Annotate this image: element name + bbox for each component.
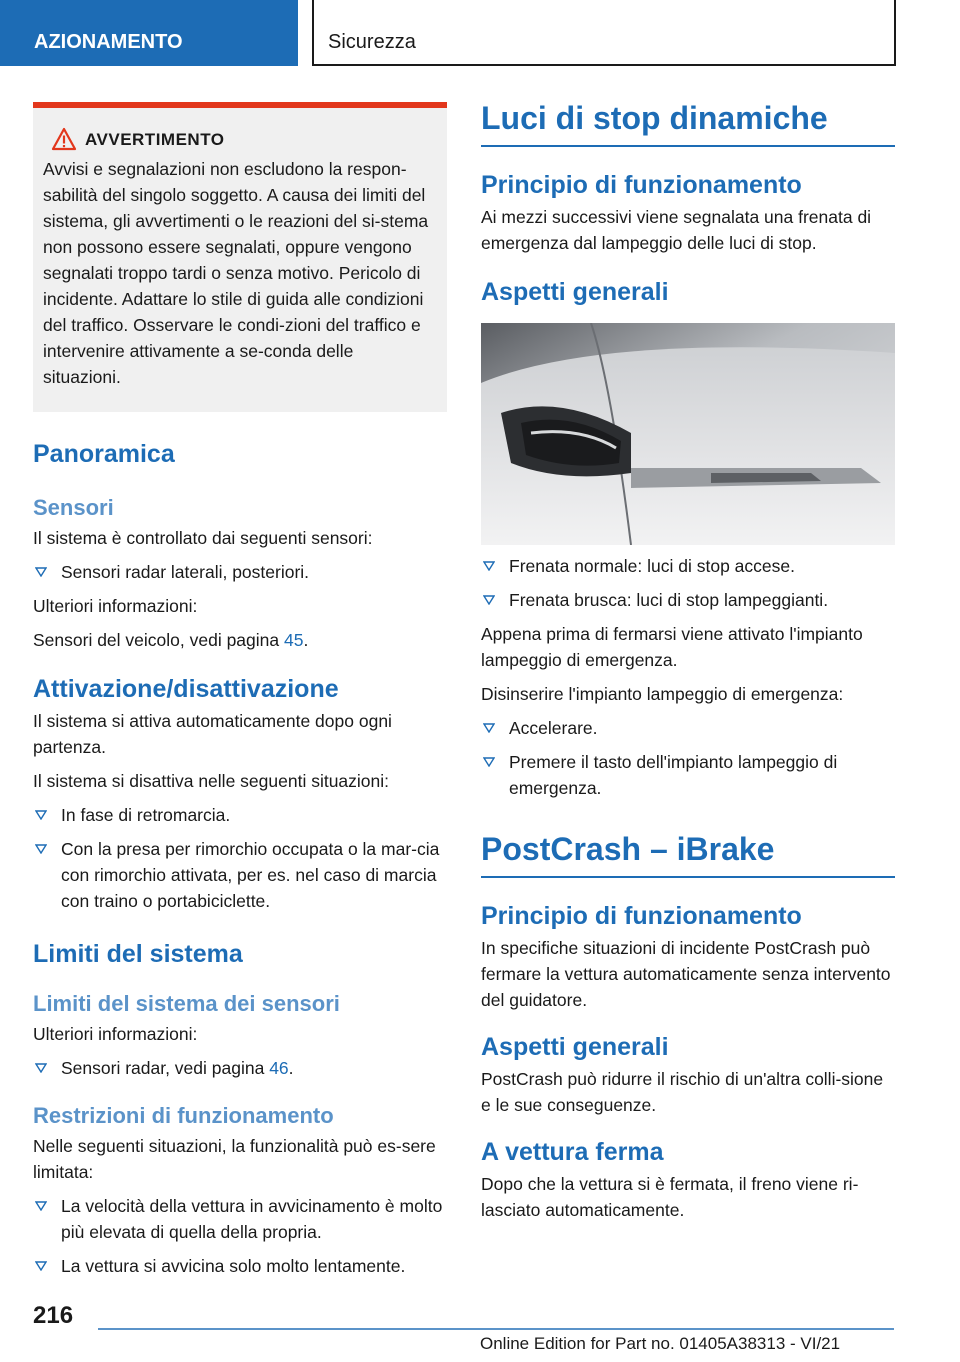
heading-restrizioni: Restrizioni di funzionamento	[33, 1103, 334, 1128]
sensori-intro: Il sistema è controllato dai seguenti sensori:	[33, 528, 373, 548]
luci-p1: Appena prima di fermarsi viene attivato l'impianto lampeggio di emergenza.	[481, 624, 863, 670]
limiti-list	[33, 1055, 447, 1081]
restrizioni-list	[33, 1193, 447, 1279]
bullet-triangle-icon	[35, 1261, 47, 1271]
list-item: Frenata normale: luci di stop accese.	[481, 553, 895, 579]
list-item: Sensori radar laterali, posteriori.	[33, 559, 447, 585]
brake-light-illustration	[481, 323, 895, 545]
sensori-list	[33, 559, 447, 585]
postcrash-aspetti-text: PostCrash può ridurre il rischio di un'altra colli-sione e le sue conseguenze.	[481, 1069, 884, 1115]
section-tab: AZIONAMENTO	[0, 0, 298, 66]
brake-light-image	[481, 323, 895, 545]
footer-divider	[98, 1328, 894, 1330]
page-link-46[interactable]: 46	[269, 1058, 289, 1078]
heading-sensori: Sensori	[33, 495, 114, 520]
postcrash-principio-text: In specifiche situazioni di incidente PostCrash può fermare la vettura automaticamente senza intervento del guidatore.	[481, 938, 891, 1010]
sensori-more: Ulteriori informazioni:	[33, 596, 198, 616]
warning-title: AVVERTIMENTO	[85, 130, 433, 150]
list-item: Premere il tasto dell'impianto lampeggio di emergenza.	[481, 749, 895, 801]
luci-list	[481, 553, 895, 613]
attivazione-list	[33, 802, 447, 914]
bullet-triangle-icon	[35, 810, 47, 820]
page-number: 216	[33, 1302, 74, 1329]
list-item: La velocità della vettura in avvicinamento è molto più elevata di quella della propria.	[33, 1193, 447, 1245]
warning-box	[33, 102, 447, 412]
list-item: In fase di retromarcia.	[33, 802, 447, 828]
heading-limiti: Limiti del sistema	[33, 940, 243, 968]
heading-attivazione: Attivazione/disattivazione	[33, 675, 339, 703]
heading-postcrash: PostCrash – iBrake	[481, 831, 895, 878]
heading-luci-stop: Luci di stop dinamiche	[481, 100, 895, 147]
bullet-triangle-icon	[35, 844, 47, 854]
heading-postcrash-aspetti: Aspetti generali	[481, 1033, 669, 1061]
limiti-more: Ulteriori informazioni:	[33, 1024, 198, 1044]
heading-luci-principio: Principio di funzionamento	[481, 171, 802, 199]
list-item: Accelerare.	[481, 715, 895, 741]
heading-limiti-sensori: Limiti del sistema dei sensori	[33, 991, 340, 1016]
chapter-label: Sicurezza	[312, 0, 896, 66]
warning-triangle-icon	[51, 127, 77, 151]
right-column	[481, 100, 895, 1223]
heading-luci-aspetti: Aspetti generali	[481, 278, 669, 306]
footer-edition: Online Edition for Part no. 01405A38313 - VI/21	[480, 1334, 841, 1353]
list-item: Frenata brusca: luci di stop lampeggianti.	[481, 587, 895, 613]
bullet-triangle-icon	[483, 595, 495, 605]
attivazione-p2: Il sistema si disattiva nelle seguenti situazioni:	[33, 771, 390, 791]
bullet-triangle-icon	[35, 567, 47, 577]
heading-postcrash-principio: Principio di funzionamento	[481, 902, 802, 930]
list-item: Sensori radar, vedi pagina 46.	[33, 1055, 447, 1081]
page-link-45[interactable]: 45	[284, 630, 304, 650]
attivazione-p1: Il sistema si attiva automaticamente dopo ogni partenza.	[33, 711, 392, 757]
heading-vettura-ferma: A vettura ferma	[481, 1138, 664, 1166]
luci-p2: Disinserire l'impianto lampeggio di emergenza:	[481, 684, 844, 704]
bullet-triangle-icon	[483, 561, 495, 571]
bullet-triangle-icon	[35, 1063, 47, 1073]
warning-text: Avvisi e segnalazioni non escludono la respon-sabilità del singolo soggetto. A causa dei limiti del sistema, gli avvertimenti o le reazioni del si-stema non possono essere segnalati, oppure vengono segnalati troppo tardi o senza motivo. Pericolo di incidente. Adattare lo stile di guida alle condizioni del traffico. Osservare le condi-zioni del traffico e intervenire attivamente a se-conda delle situazioni.	[43, 159, 429, 387]
sensori-reference: Sensori del veicolo, vedi pagina 45.	[33, 630, 309, 650]
vettura-ferma-text: Dopo che la vettura si è fermata, il freno viene ri-lasciato automaticamente.	[481, 1174, 859, 1220]
left-column	[33, 102, 447, 1279]
bullet-triangle-icon	[35, 1201, 47, 1211]
restrizioni-intro: Nelle seguenti situazioni, la funzionalità può es-sere limitata:	[33, 1136, 436, 1182]
list-item: Con la presa per rimorchio occupata o la mar-cia con rimorchio attivata, per es. nel caso di marcia con traino o portabiciclette.	[33, 836, 447, 914]
luci-principio-text: Ai mezzi successivi viene segnalata una frenata di emergenza dal lampeggio delle luci di stop.	[481, 207, 872, 253]
bullet-triangle-icon	[483, 723, 495, 733]
luci-list-2	[481, 715, 895, 801]
bullet-triangle-icon	[483, 757, 495, 767]
list-item: La vettura si avvicina solo molto lentamente.	[33, 1253, 447, 1279]
page-header	[0, 0, 960, 66]
heading-panoramica: Panoramica	[33, 440, 175, 468]
